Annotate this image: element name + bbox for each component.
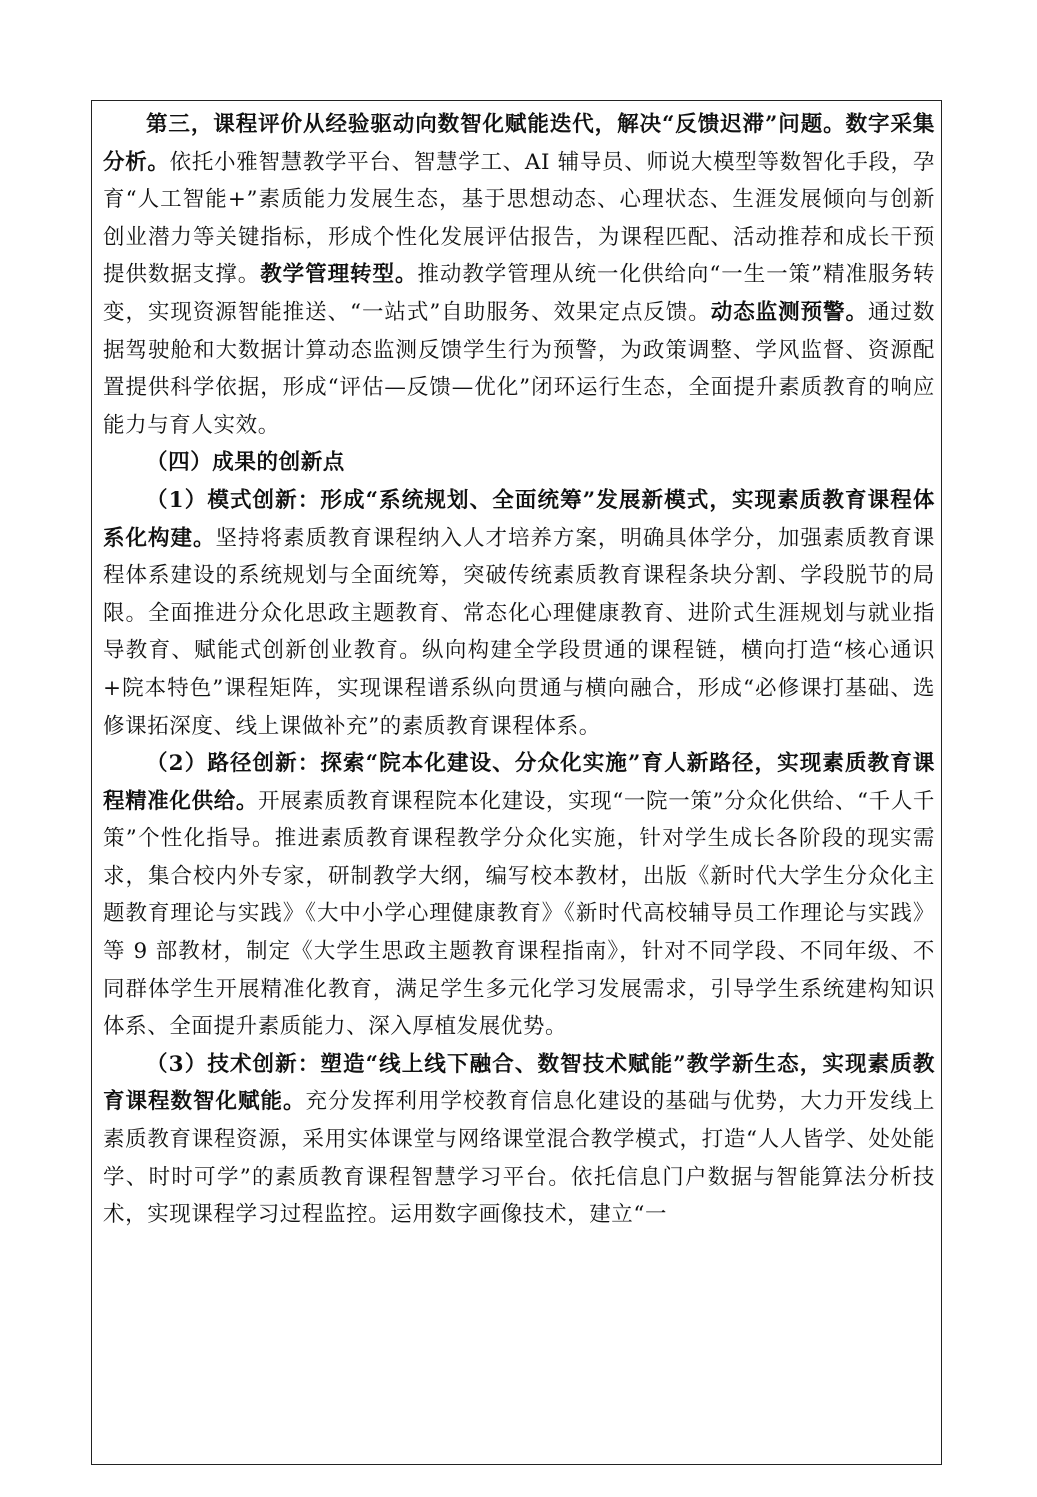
bold-run: 第三，课程评价从经验驱动向数智化赋能迭代，解决“反馈迟滞”问题。数字采集分析。: [103, 112, 935, 175]
text-run: 充分发挥利用学校教育信息化建设的基础与优势，大力开发线上素质教育课程资源，采用实体课堂与网络课堂混合教学模式，打造“人人皆学、处处能学、时时可学”的素质教育课程智慧学习平台。依托信息门户数据与智能算法分析技术，实现课程学习过程监控。运用数字画像技术，建立“一: [103, 1089, 935, 1228]
text-run: 依托小雅智慧教学平台、智慧学工、AI 辅导员、师说大模型等数智化手段，孕育“人工智能+”素质能力发展生态，基于思想动态、心理状态、生涯发展倾向与创新创业潜力等关键指标，形成个性化发展评估报告，为课程匹配、活动推荐和成长干预提供数据支撑。: [103, 149, 935, 288]
paragraph-mode-innovation: [103, 482, 935, 745]
bold-run: （3）技术创新：塑造“线上线下融合、数智技术赋能”教学新生态，实现素质教育课程数智化赋能。: [103, 1051, 935, 1115]
bold-run: 动态监测预警。: [710, 299, 868, 325]
text-run: 坚持将素质教育课程纳入人才培养方案，明确具体学分，加强素质教育课程体系建设的系统规划与全面统筹，突破传统素质教育课程条块分割、学段脱节的局限。全面推进分众化思政主题教育、常态化心理健康教育、进阶式生涯规划与就业指导教育、赋能式创新创业教育。纵向构建全学段贯通的课程链，横向打造“核心通识+院本特色”课程矩阵，实现课程谱系纵向贯通与横向融合，形成“必修课打基础、选修课拓深度、线上课做补充”的素质教育课程体系。: [103, 525, 935, 739]
bold-run: （2）路径创新：探索“院本化建设、分众化实施”育人新路径，实现素质教育课程精准化供给。: [103, 751, 935, 814]
bold-run: 教学管理转型。: [260, 262, 418, 288]
paragraph-path-innovation: [103, 745, 935, 1046]
text-run: 开展素质教育课程院本化建设，实现“一院一策”分众化供给、“千人千策”个性化指导。推进素质教育课程教学分众化实施，针对学生成长各阶段的现实需求，集合校内外专家，研制教学大纲，编写校本教材，出版《新时代大学生分众化主题教育理论与实践》《大中小学心理健康教育》《新时代高校辅导员工作理论与实践》等 9 部教材，制定《大学生思政主题教育课程指南》，针对不同学段、不同年级、不同群体学生开展精准化教育，满足学生多元化学习发展需求，引导学生系统建构知识体系、全面提升素质能力、深入厚植发展优势。: [103, 788, 935, 1040]
document-body: [103, 106, 935, 1234]
heading-text: （四）成果的创新点: [146, 450, 345, 476]
section-heading: [103, 444, 935, 482]
paragraph-tech-innovation: [103, 1046, 935, 1234]
text-run: 推动教学管理从统一化供给向“一生一策”精准服务转变，实现资源智能推送、“一站式”自助服务、效果定点反馈。: [103, 262, 935, 325]
text-run: 通过数据驾驶舱和大数据计算动态监测反馈学生行为预警，为政策调整、学风监督、资源配置提供科学依据，形成“评估—反馈—优化”闭环运行生态，全面提升素质教育的响应能力与育人实效。: [103, 299, 935, 438]
paragraph-course-evaluation: [103, 106, 935, 444]
bold-run: （1）模式创新：形成“系统规划、全面统筹”发展新模式，实现素质教育课程体系化构建。: [103, 487, 935, 551]
